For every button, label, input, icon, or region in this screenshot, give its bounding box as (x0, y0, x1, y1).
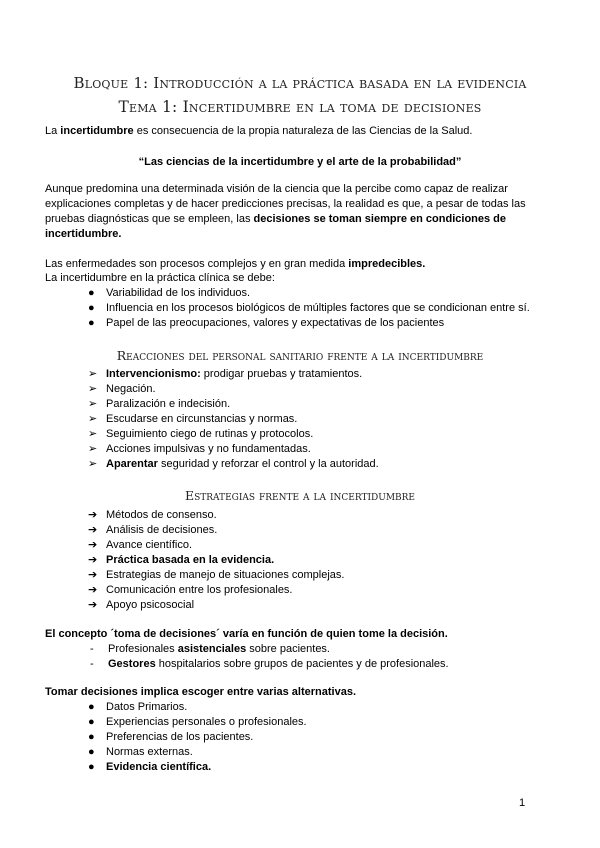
list-item: ➔ Apoyo psicosocial (88, 599, 195, 611)
arrowhead-icon: ➢ (88, 428, 98, 440)
paragraph2-line2: La incertidumbre en la práctica clínica se debe: (45, 272, 275, 284)
list-item: ● Experiencias personales o profesionales. (88, 716, 307, 728)
bullet-icon: ● (88, 716, 95, 728)
list-item: ● Papel de las preocupaciones, valores y expectativas de los pacientes (88, 317, 445, 329)
bullet-icon: ● (88, 761, 95, 773)
arrowhead-icon: ➢ (88, 383, 98, 395)
paragraph2-bold: impredecibles. (348, 258, 426, 270)
list-item: ➔ Análisis de decisiones. (88, 524, 218, 536)
paragraph1-bold: decisiones se toman siempre en condiciones de incertidumbre. (45, 213, 507, 240)
page-number: 1 (519, 797, 526, 809)
list-item: ➢ Paralización e indecisión. (88, 398, 231, 410)
list-item: - Gestores hospitalarios sobre grupos de pacientes y de profesionales. (90, 658, 449, 670)
list-item: ● Normas externas. (88, 746, 193, 758)
list-item: ➔ Métodos de consenso. (88, 509, 217, 521)
list-item: ➢ Aparentar seguridad y reforzar el control y la autoridad. (88, 458, 379, 470)
arrow-icon: ➔ (88, 569, 98, 581)
list-item: ➢ Intervencionismo: prodigar pruebas y tratamientos. (88, 368, 363, 380)
block-title: Bloque 1: Introducción a la práctica basada en la evidencia (73, 74, 527, 92)
topic-title: Tema 1: Incertidumbre en la toma de decisiones (118, 98, 482, 116)
dash-icon: - (90, 643, 94, 655)
list-item: ➔ Práctica basada en la evidencia. (88, 554, 275, 566)
list-item: ➢ Acciones impulsivas y no fundamentadas. (88, 443, 311, 455)
paragraph2-line1 (45, 257, 425, 271)
list-item: ● Influencia en los procesos biológicos de múltiples factores que se condicionan entre sí. (88, 302, 530, 314)
list-item: ● Variabilidad de los individuos. (88, 287, 251, 299)
arrow-icon: ➔ (88, 539, 98, 551)
list-item: ● Datos Primarios. (88, 701, 188, 713)
alternatives-heading: Tomar decisiones implica escoger entre varias alternativas. (45, 686, 356, 698)
paragraph2-pre: Las enfermedades son procesos complejos y en gran medida (45, 258, 349, 270)
intro-bold: incertidumbre (60, 125, 134, 137)
paragraph1-text: Aunque predomina una determinada visión de la ciencia que la percibe como capaz de realizar explicaciones completas y de hacer predicciones precisas, la realidad es que, a pesar de todas las pruebas diagnósticas que se empleen, las (45, 183, 526, 225)
intro-line (45, 124, 472, 138)
arrowhead-icon: ➢ (88, 458, 98, 470)
dash-icon: - (90, 658, 94, 670)
strategies-heading: Estrategias frente a la incertidumbre (184, 488, 415, 503)
reactions-heading: Reacciones del personal sanitario frente a la incertidumbre (116, 348, 484, 363)
paragraph-uncertainty (45, 182, 550, 242)
arrow-icon: ➔ (88, 584, 98, 596)
list-item: ➢ Seguimiento ciego de rutinas y protocolos. (88, 428, 314, 440)
list-item: ➔ Comunicación entre los profesionales. (88, 584, 293, 596)
arrowhead-icon: ➢ (88, 443, 98, 455)
list-item: ➔ Avance científico. (88, 539, 193, 551)
decision-concept-heading: El concepto ´toma de decisiones´ varía en función de quien tome la decisión. (45, 628, 448, 640)
list-item: ➔ Estrategias de manejo de situaciones complejas. (88, 569, 345, 581)
arrowhead-icon: ➢ (88, 413, 98, 425)
list-item: ● Preferencias de los pacientes. (88, 731, 254, 743)
list-item: - Profesionales asistenciales sobre pacientes. (90, 643, 330, 655)
bullet-icon: ● (88, 302, 95, 314)
list-item: ● Evidencia científica. (88, 761, 212, 773)
arrowhead-icon: ➢ (88, 398, 98, 410)
bullet-icon: ● (88, 701, 95, 713)
list-item: ➢ Escudarse en circunstancias y normas. (88, 413, 298, 425)
bullet-icon: ● (88, 287, 95, 299)
arrowhead-icon: ➢ (88, 368, 98, 380)
intro-post: es consecuencia de la propia naturaleza de las Ciencias de la Salud. (133, 125, 473, 137)
arrow-icon: ➔ (88, 524, 98, 536)
bullet-icon: ● (88, 317, 95, 329)
arrow-icon: ➔ (88, 599, 98, 611)
intro-pre: La (45, 125, 61, 137)
bullet-icon: ● (88, 746, 95, 758)
arrow-icon: ➔ (88, 554, 98, 566)
list-item: ➢ Negación. (88, 383, 156, 395)
arrow-icon: ➔ (88, 509, 98, 521)
bullet-icon: ● (88, 731, 95, 743)
quote: “Las ciencias de la incertidumbre y el arte de la probabilidad” (138, 156, 462, 168)
